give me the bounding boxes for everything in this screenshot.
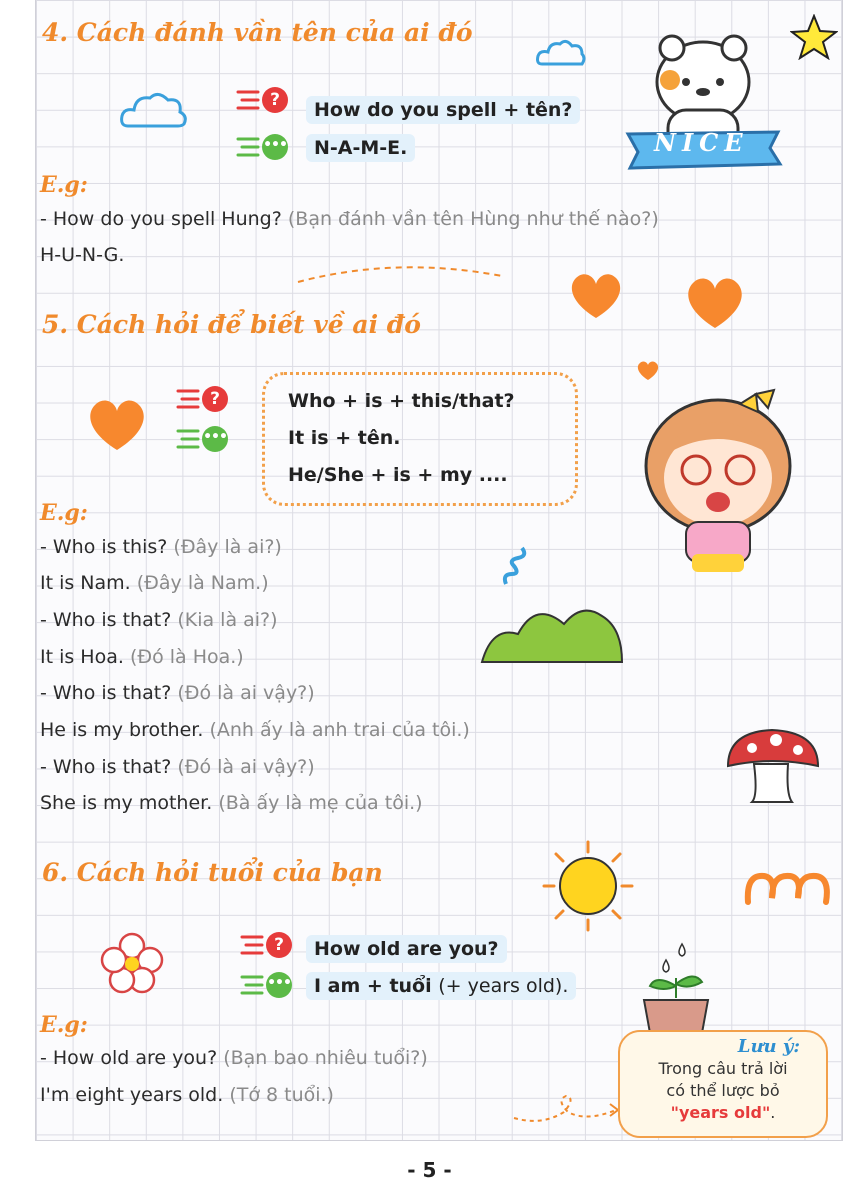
eg-label: E.g: bbox=[40, 172, 88, 198]
answer-icon: ••• bbox=[266, 972, 292, 998]
star-icon bbox=[790, 14, 838, 60]
note-line bbox=[620, 1102, 826, 1124]
example-vi: (Đó là ai vậy?) bbox=[177, 682, 315, 704]
heart-icon bbox=[86, 398, 148, 454]
section-6-heading: 6. Cách hỏi tuổi của bạn bbox=[42, 858, 383, 887]
example-line bbox=[40, 792, 423, 814]
example-line bbox=[40, 208, 659, 230]
pattern-question: How do you spell + tên? bbox=[306, 96, 580, 124]
bear-nice-sticker bbox=[618, 24, 788, 186]
speed-lines bbox=[236, 87, 262, 113]
heart-icon bbox=[568, 272, 624, 322]
example-en: - Who is that? bbox=[40, 756, 172, 778]
example-line bbox=[40, 1047, 428, 1069]
eg-label: E.g: bbox=[40, 1012, 88, 1038]
example-en: It is Hoa. bbox=[40, 646, 124, 668]
example-en: - Who is this? bbox=[40, 536, 168, 558]
example-vi: (Tớ 8 tuổi.) bbox=[229, 1084, 334, 1106]
pattern-line-2: It is + tên. bbox=[288, 427, 401, 449]
note-quoted: "years old" bbox=[670, 1103, 771, 1122]
section-5-heading: 5. Cách hỏi để biết về ai đó bbox=[42, 310, 421, 339]
speed-lines bbox=[240, 932, 266, 958]
example-vi: (Đó là ai vậy?) bbox=[177, 756, 315, 778]
example-line bbox=[40, 572, 269, 594]
heart-icon bbox=[636, 360, 660, 382]
page-number: - 5 - bbox=[407, 1158, 452, 1182]
cloud-icon bbox=[118, 88, 190, 130]
example-line bbox=[40, 1084, 334, 1106]
section-4-heading: 4. Cách đánh vần tên của ai đó bbox=[42, 18, 473, 47]
example-vi: (Bà ấy là mẹ của tôi.) bbox=[218, 792, 423, 814]
pattern-question: How old are you? bbox=[306, 935, 507, 963]
example-vi: (Anh ấy là anh trai của tôi.) bbox=[209, 719, 470, 741]
example-line bbox=[40, 646, 244, 668]
cloud-icon bbox=[536, 36, 588, 68]
example-en: - How old are you? bbox=[40, 1047, 218, 1069]
answer-icon: ••• bbox=[202, 426, 228, 452]
example-en: She is my mother. bbox=[40, 792, 213, 814]
flower-icon bbox=[100, 932, 164, 994]
pattern-answer bbox=[306, 972, 576, 1000]
note-line: Trong câu trả lời bbox=[658, 1059, 788, 1078]
example-en: - Who is that? bbox=[40, 609, 172, 631]
example-vi: (Bạn bao nhiêu tuổi?) bbox=[223, 1047, 428, 1069]
heart-icon bbox=[684, 276, 746, 332]
pattern-line-3: He/She + is + my .... bbox=[288, 464, 508, 486]
example-en: - Who is that? bbox=[40, 682, 172, 704]
spring-swirl bbox=[500, 544, 536, 588]
example-line bbox=[40, 719, 470, 741]
orange-coil bbox=[742, 868, 834, 908]
answer-pattern-bold: I am + tuổi bbox=[314, 975, 432, 997]
note-line: có thể lược bỏ bbox=[666, 1081, 780, 1100]
example-line: H-U-N-G. bbox=[40, 244, 125, 266]
pattern-line-1: Who + is + this/that? bbox=[288, 390, 515, 412]
example-vi: (Đây là ai?) bbox=[173, 536, 282, 558]
eg-label: E.g: bbox=[40, 500, 88, 526]
answer-icon: ••• bbox=[262, 134, 288, 160]
answer-pattern-normal: (+ years old). bbox=[438, 975, 569, 997]
girl-sticker bbox=[630, 382, 806, 582]
question-icon: ? bbox=[202, 386, 228, 412]
nice-label: NICE bbox=[654, 128, 749, 157]
example-en: I'm eight years old. bbox=[40, 1084, 224, 1106]
dashed-curve bbox=[296, 262, 506, 286]
example-vi: (Bạn đánh vần tên Hùng như thế nào?) bbox=[287, 208, 659, 230]
mushroom-sticker bbox=[722, 726, 824, 806]
example-vi: (Đây là Nam.) bbox=[136, 572, 269, 594]
question-icon: ? bbox=[266, 932, 292, 958]
sun-icon bbox=[540, 838, 636, 934]
example-line bbox=[40, 756, 315, 778]
speed-lines bbox=[176, 386, 202, 412]
note-title: Lưu ý: bbox=[737, 1036, 800, 1057]
example-en: It is Nam. bbox=[40, 572, 131, 594]
example-line bbox=[40, 536, 282, 558]
example-en: - How do you spell Hung? bbox=[40, 208, 282, 230]
example-line bbox=[40, 682, 315, 704]
speed-lines bbox=[240, 972, 266, 998]
note-end: . bbox=[770, 1103, 776, 1122]
note-box bbox=[618, 1030, 828, 1138]
example-en: He is my brother. bbox=[40, 719, 204, 741]
dashed-arrow bbox=[512, 1088, 622, 1128]
question-icon: ? bbox=[262, 87, 288, 113]
example-line bbox=[40, 609, 278, 631]
speed-lines bbox=[176, 426, 202, 452]
example-vi: (Đó là Hoa.) bbox=[129, 646, 244, 668]
green-hills bbox=[478, 602, 626, 664]
pattern-answer: N-A-M-E. bbox=[306, 134, 415, 162]
speed-lines bbox=[236, 134, 262, 160]
example-vi: (Kia là ai?) bbox=[177, 609, 278, 631]
